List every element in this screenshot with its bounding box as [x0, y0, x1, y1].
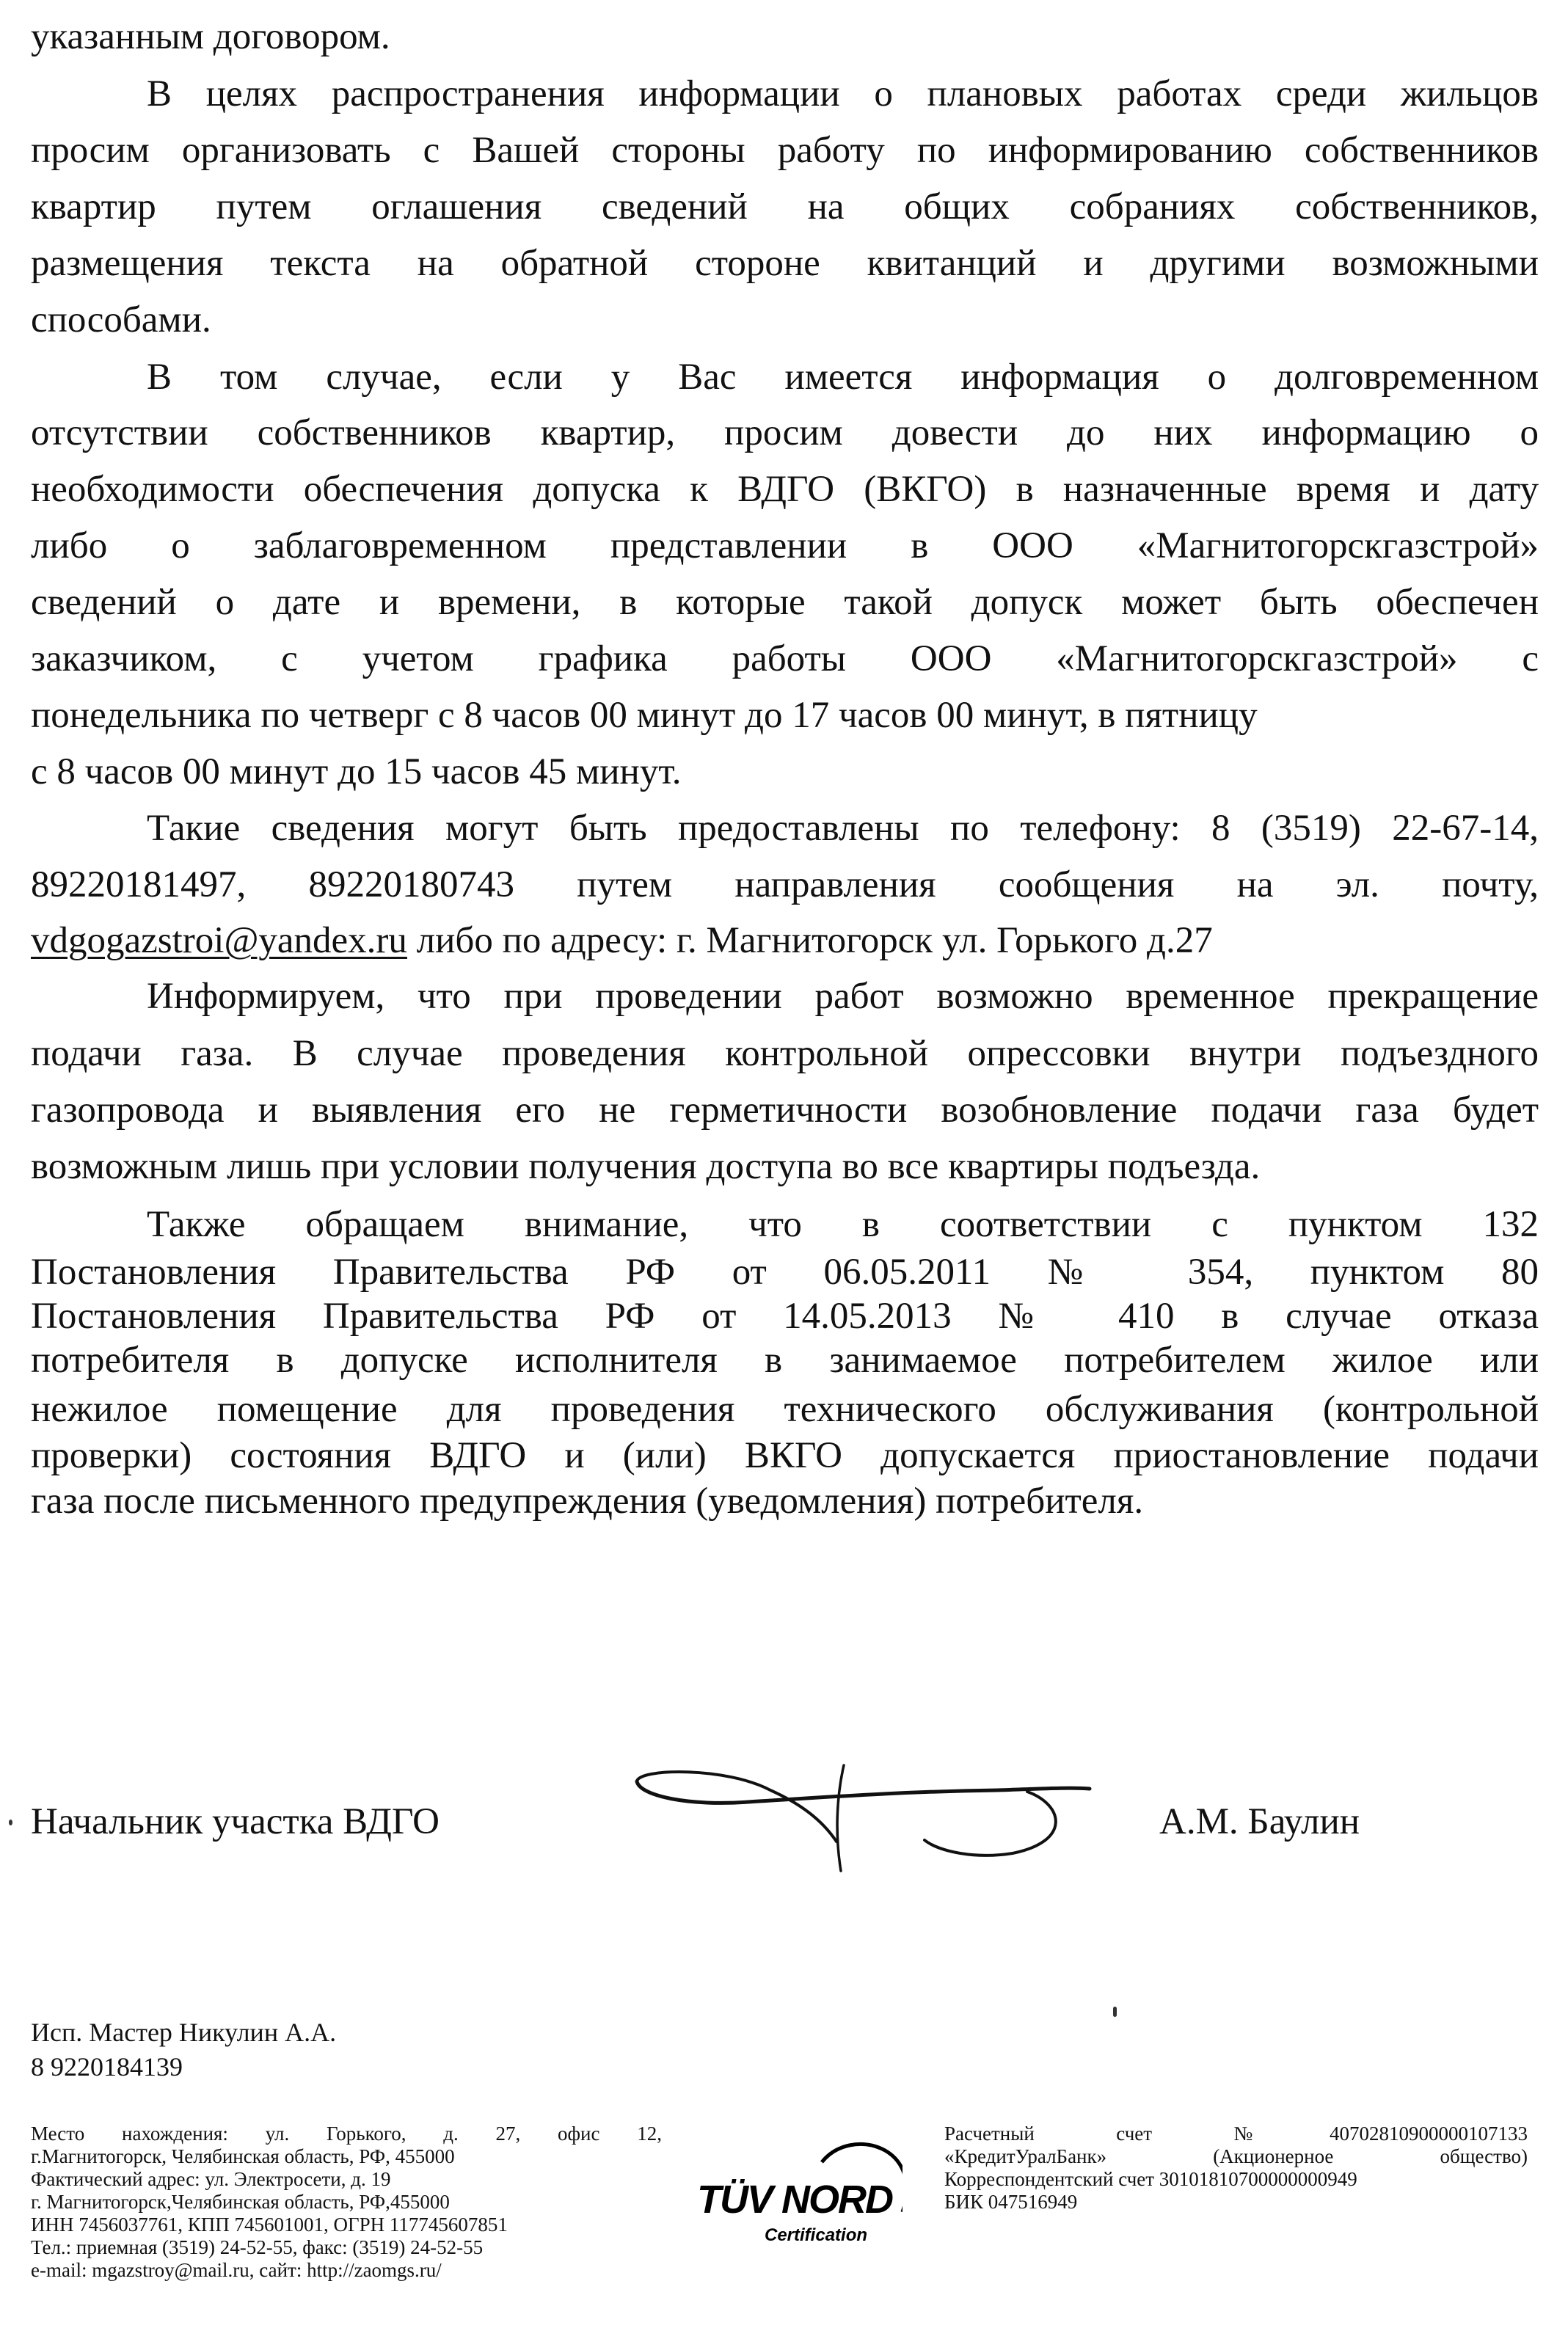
- body-line: проверки) состояния ВДГО и (или) ВКГО допускается приостановление подачи: [31, 1435, 1539, 1476]
- logo-brand-text: TÜV NORD: [697, 2178, 892, 2222]
- footer-line: ИНН 7456037761, КПП 745601001, ОГРН 117745607851: [31, 2214, 508, 2236]
- body-line: необходимости обеспечения допуска к ВДГО (ВКГО) в назначенные время и дату: [31, 469, 1539, 510]
- body-line: Постановления Правительства РФ от 14.05.2013 № 410 в случае отказа: [31, 1296, 1539, 1337]
- body-line: В целях распространения информации о плановых работах среди жильцов: [147, 73, 1539, 114]
- email-link[interactable]: vdgogazstroi@yandex.ru: [31, 920, 407, 961]
- body-line: Такие сведения могут быть предоставлены по телефону: 8 (3519) 22-67-14,: [147, 808, 1539, 849]
- body-line: способами.: [31, 299, 211, 340]
- scan-speck: [9, 1820, 12, 1825]
- body-line-email: [31, 919, 1539, 963]
- tuv-nord-logo-icon: [682, 2131, 902, 2249]
- footer-line: г. Магнитогорск,Челябинская область, РФ,455000: [31, 2191, 450, 2213]
- footer-line: Место нахождения: ул. Горького, д. 27, офис 12,: [31, 2123, 662, 2145]
- handwritten-signature-icon: [631, 1761, 1101, 1886]
- signer-position: Начальник участка ВДГО: [31, 1801, 440, 1842]
- body-line: просим организовать с Вашей стороны работу по информированию собственников: [31, 130, 1539, 171]
- body-line: Постановления Правительства РФ от 06.05.2011 № 354, пунктом 80: [31, 1252, 1539, 1293]
- body-line: Информируем, что при проведении работ возможно временное прекращение: [147, 976, 1539, 1017]
- body-line: с 8 часов 00 минут до 15 часов 45 минут.: [31, 751, 682, 792]
- scan-speck: [1113, 2007, 1117, 2017]
- body-line: Также обращаем внимание, что в соответствии с пунктом 132: [147, 1204, 1539, 1245]
- body-line: указанным договором.: [31, 16, 390, 57]
- logo-subtitle: Certification: [765, 2225, 868, 2245]
- body-line: отсутствии собственников квартир, просим довести до них информацию о: [31, 412, 1539, 453]
- footer-line: Расчетный счет №40702810900000107133: [944, 2123, 1528, 2145]
- body-line: либо о заблаговременном представлении в ООО «Магнитогорскгазстрой»: [31, 525, 1539, 566]
- body-line: понедельника по четверг с 8 часов 00 минут до 17 часов 00 минут, в пятницу: [31, 695, 1258, 736]
- body-line: нежилое помещение для проведения технического обслуживания (контрольной: [31, 1389, 1539, 1430]
- body-line: потребителя в допуске исполнителя в занимаемое потребителем жилое или: [31, 1340, 1539, 1381]
- footer-company-details: [31, 2123, 662, 2282]
- body-line: газопровода и выявления его не герметичности возобновление подачи газа будет: [31, 1090, 1539, 1131]
- signer-name: А.М. Баулин: [1159, 1801, 1360, 1842]
- body-line: возможным лишь при условии получения доступа во все квартиры подъезда.: [31, 1146, 1261, 1187]
- footer-contact-line: e-mail: mgazstroy@mail.ru, сайт: http://zaomgs.ru/: [31, 2259, 442, 2281]
- executor-phone: 8 9220184139: [31, 2052, 183, 2081]
- footer-bank-details: [944, 2123, 1528, 2214]
- footer-line: Фактический адрес: ул. Электросети, д. 19: [31, 2168, 391, 2190]
- footer-line: Тел.: приемная (3519) 24-52-55, факс: (3519) 24-52-55: [31, 2236, 484, 2258]
- body-line: 89220181497, 89220180743 путем направления сообщения на эл. почту,: [31, 864, 1539, 905]
- footer-line: Корреспондентский счет 30101810700000000949: [944, 2168, 1357, 2190]
- footer-line: БИК 047516949: [944, 2191, 1078, 2213]
- body-line: подачи газа. В случае проведения контрольной опрессовки внутри подъездного: [31, 1033, 1539, 1074]
- body-line: газа после письменного предупреждения (уведомления) потребителя.: [31, 1481, 1144, 1522]
- body-line: квартир путем оглашения сведений на общих собраниях собственников,: [31, 186, 1539, 227]
- body-line: В том случае, если у Вас имеется информация о долговременном: [147, 357, 1539, 398]
- body-line: сведений о дате и времени, в которые такой допуск может быть обеспечен: [31, 582, 1539, 623]
- body-line: заказчиком, с учетом графика работы ООО «Магнитогорскгазстрой» с: [31, 638, 1539, 679]
- footer-line: «КредитУралБанк» (Акционерное общество): [944, 2145, 1528, 2167]
- footer-line: г.Магнитогорск, Челябинская область, РФ, 455000: [31, 2145, 455, 2167]
- address-text: либо по адресу: г. Магнитогорск ул. Горького д.27: [406, 920, 1213, 961]
- executor-name: Исп. Мастер Никулин А.А.: [31, 2018, 337, 2047]
- body-line: размещения текста на обратной стороне квитанций и другими возможными: [31, 243, 1539, 284]
